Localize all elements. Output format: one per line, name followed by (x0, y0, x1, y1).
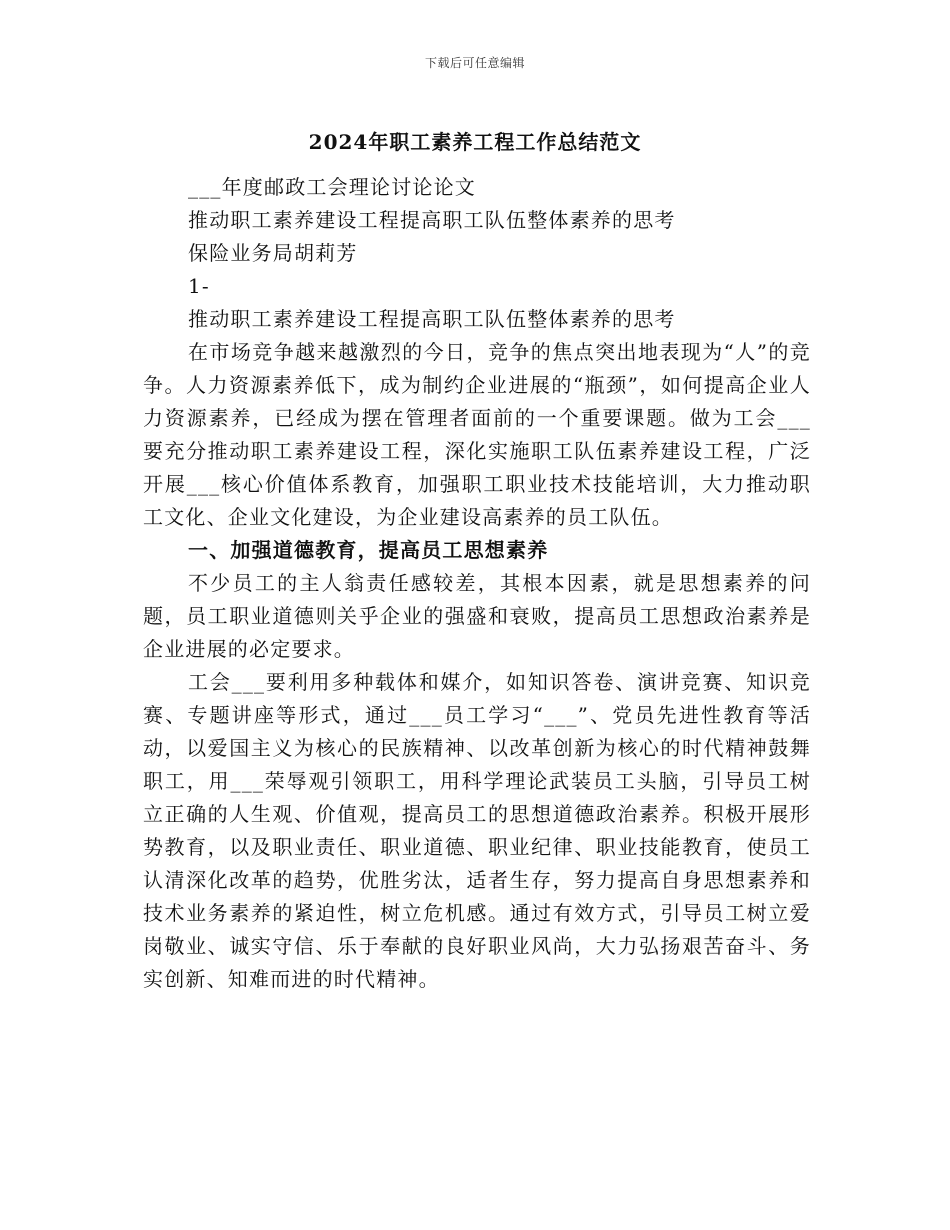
section-heading: 一、加强道德教育，提高员工思想素养 (188, 538, 549, 562)
page-number-line: 1- (188, 274, 210, 298)
header-note: 下载后可任意编辑 (424, 56, 525, 70)
document-title: 2024年职工素养工程工作总结范文 (308, 130, 642, 154)
document-body (143, 171, 811, 996)
section-paragraph-1: 不少员工的主人翁责任感较差，其根本因素，就是思想素养的问题，员工职业道德则关乎企业的强盛和衰败，提高员工思想政治素养是企业进展的必定要求。 (143, 571, 811, 661)
section-paragraph-2: 工会___要利用多种载体和媒介，如知识答卷、演讲竞赛、知识竞赛、专题讲座等形式，通过___员工学习“___”、党员先进性教育等活动，以爱国主义为核心的民族精神、以改革创新为核心的时代精神鼓舞职工，用___荣辱观引领职工，用科学理论武装员工头脑，引导员工树立正确的人生观、价值观，提高员工的思想道德政治素养。积极开展形势教育，以及职业责任、职业道德、职业纪律、职业技能教育，使员工认清深化改革的趋势，优胜劣汰，适者生存，努力提高自身思想素养和技术业务素养的紧迫性，树立危机感。通过有效方式，引导员工树立爱岗敬业、诚实守信、乐于奉献的良好职业风尚，大力弘扬艰苦奋斗、务实创新、知难而进的时代精神。 (143, 670, 811, 991)
author-line: 保险业务局胡莉芳 (188, 241, 358, 265)
paper-title-repeat-line: 推动职工素养建设工程提高职工队伍整体素养的思考 (188, 307, 676, 331)
paper-title-line: 推动职工素养建设工程提高职工队伍整体素养的思考 (188, 208, 676, 232)
paper-context-line: ___年度邮政工会理论讨论论文 (188, 175, 476, 199)
intro-paragraph: 在市场竞争越来越激烈的今日，竞争的焦点突出地表现为“人”的竞争。人力资源素养低下，成为制约企业进展的“瓶颈”，如何提高企业人力资源素养，已经成为摆在管理者面前的一个重要课题。做为工会___要充分推动职工素养建设工程，深化实施职工队伍素养建设工程，广泛开展___核心价值体系教育，加强职工职业技术技能培训，大力推动职工文化、企业文化建设，为企业建设高素养的员工队伍。 (143, 340, 811, 529)
